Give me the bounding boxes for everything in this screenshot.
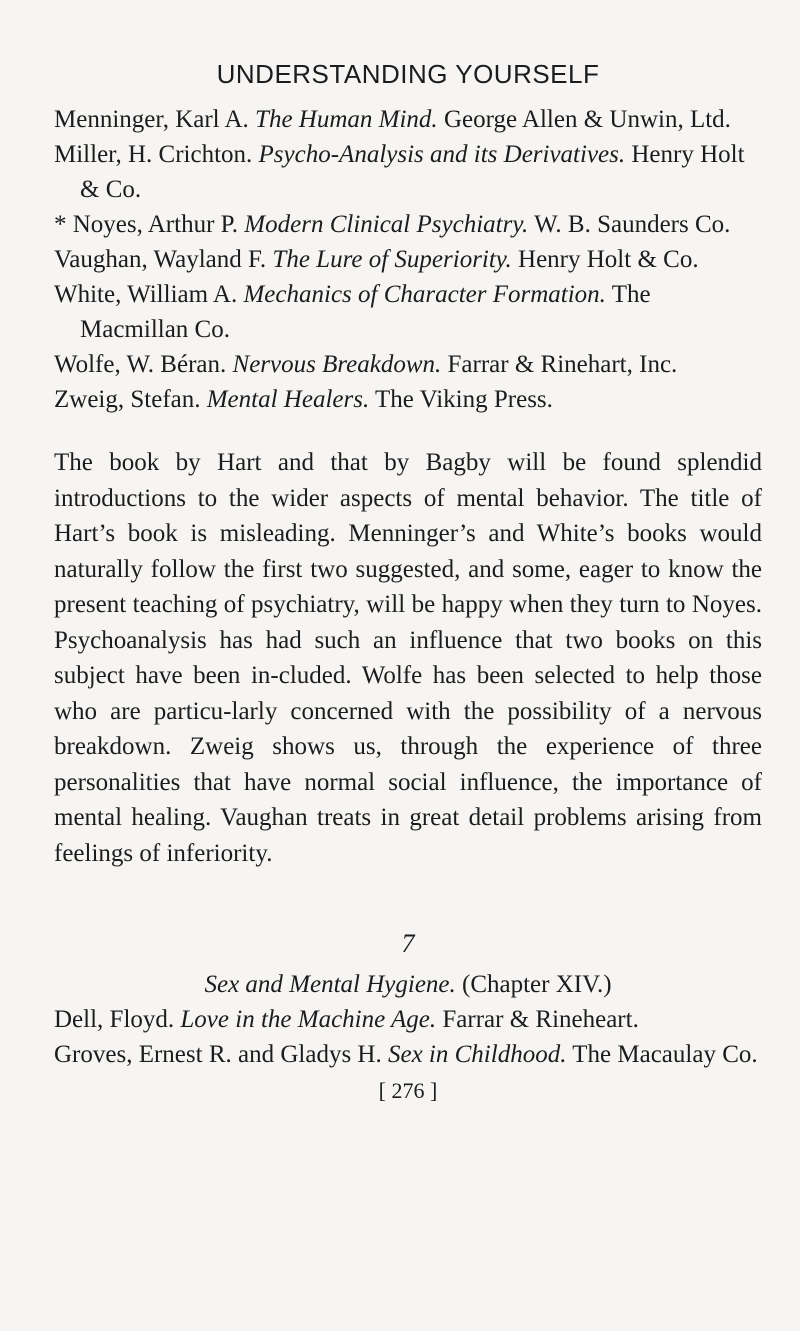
- entry-author: Zweig, Stefan.: [54, 386, 201, 413]
- entry-publisher: Farrar & Rinehart, Inc.: [447, 351, 678, 378]
- entry-title: Love in the Machine Age.: [180, 1006, 437, 1033]
- entry-author: Wolfe, W. Béran.: [54, 351, 227, 378]
- entry-author: Miller, H. Crichton.: [54, 141, 253, 168]
- entry-publisher: Henry Holt & Co.: [80, 141, 745, 203]
- section-number: 7: [401, 929, 415, 958]
- entry-author: Vaughan, Wayland F.: [54, 246, 267, 273]
- entry-title: Modern Clinical Psychiatry.: [244, 211, 529, 238]
- entry-publisher: W. B. Saunders Co.: [534, 211, 731, 238]
- bibliography-entry: [54, 102, 762, 137]
- section-heading: [54, 967, 762, 1002]
- bibliography-entry: [54, 137, 762, 207]
- entry-title: Mental Healers.: [206, 386, 370, 413]
- bibliography-entry: [54, 382, 762, 417]
- entry-publisher: Farrar & Rineheart.: [442, 1006, 639, 1033]
- entry-publisher: The Viking Press.: [375, 386, 553, 413]
- entry-author: White, William A.: [54, 281, 238, 308]
- bibliography-entry: [54, 1037, 762, 1072]
- bibliography-entry: [54, 242, 762, 277]
- entry-publisher: George Allen & Unwin, Ltd.: [443, 106, 731, 133]
- entry-title: Sex in Childhood.: [387, 1041, 567, 1068]
- entry-title: Psycho-Analysis and its Derivatives.: [258, 141, 626, 168]
- entry-author: Groves, Ernest R. and Gladys H.: [54, 1041, 382, 1068]
- section-chapter-note: (Chapter XIV.): [462, 971, 612, 998]
- entry-publisher: The Macmillan Co.: [80, 281, 651, 343]
- bibliography-entry: [54, 347, 762, 382]
- entry-title: Mechanics of Character Formation.: [243, 281, 606, 308]
- entry-author: Dell, Floyd.: [54, 1006, 175, 1033]
- section-bibliography-list: [54, 1002, 762, 1072]
- commentary-paragraph: The book by Hart and that by Bagby will be found splendid introductions to the wider aspects of mental behavior. The title of Hart’s book is misleading. Menninger’s and White’s books would naturally follow the first two suggested, and some, eager to know the present teaching of psychiatry, will be happy when they turn to Noyes. Psychoanalysis has had such an influence that two books on this subject have been in-cluded. Wolfe has been selected to help those who are particu-larly concerned with the possibility of a nervous breakdown. Zweig shows us, through the experience of three personalities that have normal social influence, the importance of mental healing. Vaughan treats in great detail problems arising from feelings of inferiority.: [54, 449, 762, 867]
- entry-author: Menninger, Karl A.: [54, 106, 249, 133]
- bibliography-entry: [54, 1002, 762, 1037]
- entry-author: * Noyes, Arthur P.: [54, 211, 239, 238]
- book-page: [54, 40, 762, 1106]
- entry-title: The Human Mind.: [255, 106, 438, 133]
- entry-publisher: The Macaulay Co.: [572, 1041, 758, 1068]
- entry-publisher: Henry Holt & Co.: [518, 246, 699, 273]
- entry-title: The Lure of Superiority.: [272, 246, 512, 273]
- page-number: [ 276 ]: [378, 1078, 438, 1103]
- bibliography-entry: [54, 277, 762, 347]
- bibliography-entry: [54, 207, 762, 242]
- bibliography-list: [54, 102, 762, 417]
- section-title: Sex and Mental Hygiene.: [204, 971, 456, 998]
- running-head: UNDERSTANDING YOURSELF: [216, 59, 600, 89]
- entry-title: Nervous Breakdown.: [232, 351, 442, 378]
